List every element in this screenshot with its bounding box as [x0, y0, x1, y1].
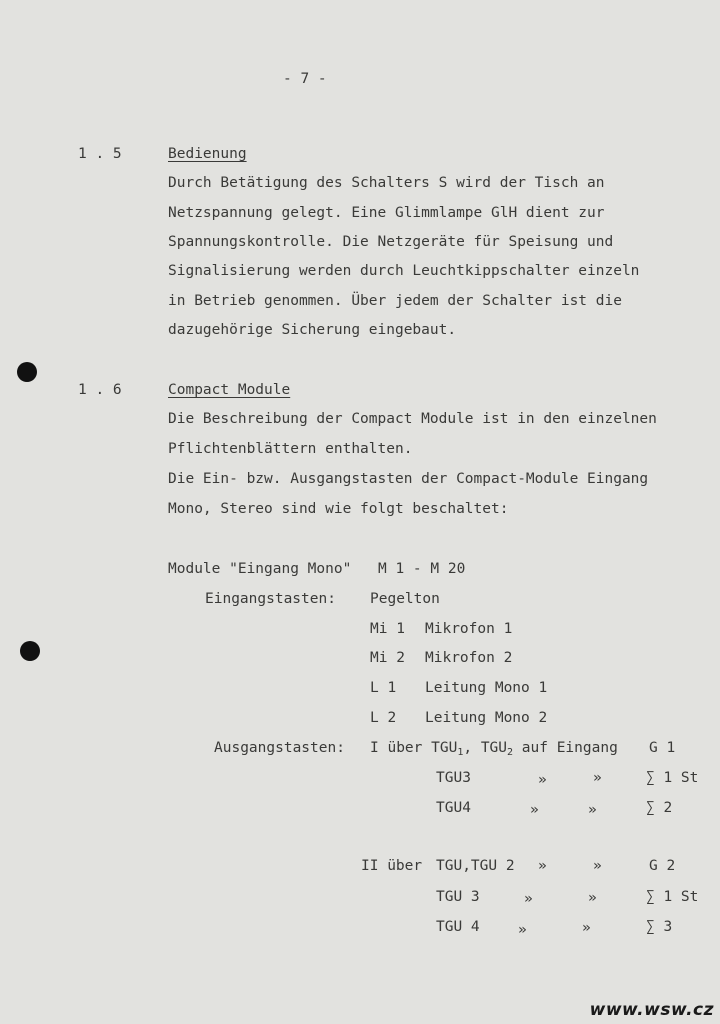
- group-2-row-dest: ∑ 3: [646, 919, 673, 935]
- page-number: - 7 -: [283, 71, 327, 87]
- group-2-src: TGU,TGU 2: [436, 858, 515, 874]
- input-desc: Leitung Mono 2: [425, 710, 548, 726]
- input-key: Mi 2: [370, 650, 405, 666]
- group-1-tgu: TGU: [431, 740, 458, 756]
- input-key: L 1: [370, 680, 397, 696]
- module-heading: Module "Eingang Mono": [168, 561, 352, 577]
- input-key: Mi 1: [370, 621, 405, 637]
- ditto-mark: »: [524, 891, 533, 907]
- section-1-6-line: Die Beschreibung der Compact Module ist in den einzelnen: [168, 411, 657, 427]
- section-1-6-line: Pflichtenblättern enthalten.: [168, 441, 413, 457]
- input-desc: Mikrofon 2: [425, 650, 513, 666]
- ditto-mark: »: [530, 802, 539, 818]
- section-1-5-line: Netzspannung gelegt. Eine Glimmlampe GlH dient zur: [168, 205, 605, 221]
- punch-hole: [20, 641, 40, 661]
- group-1-sep: , TGU: [463, 740, 508, 756]
- group-2-row-src: TGU 4: [436, 919, 480, 935]
- ditto-mark: »: [538, 858, 547, 874]
- ditto-mark: »: [588, 802, 597, 818]
- ditto-mark: »: [593, 858, 602, 874]
- ditto-mark: »: [588, 890, 597, 906]
- group-1-sub-1: 1: [457, 747, 464, 758]
- section-1-6-line: Die Ein- bzw. Ausgangstasten der Compact-Module Eingang: [168, 471, 649, 487]
- group-2-row-src: TGU 3: [436, 889, 480, 905]
- inputs-label: Eingangstasten:: [205, 591, 336, 607]
- group-2-prefix: II über: [361, 858, 423, 874]
- group-1-row-src: TGU3: [436, 770, 471, 786]
- ditto-mark: »: [538, 772, 547, 788]
- input-key: L 2: [370, 710, 397, 726]
- group-2-row-dest: ∑ 1 St: [646, 889, 699, 905]
- ditto-mark: »: [518, 922, 527, 938]
- section-1-5-line: Durch Betätigung des Schalters S wird der Tisch an: [168, 175, 605, 191]
- group-2-dest: G 2: [649, 858, 676, 874]
- ditto-mark: »: [593, 770, 602, 786]
- ditto-mark: »: [582, 920, 591, 936]
- group-1-prefix: I über: [370, 740, 423, 756]
- section-1-6-number: 1 . 6: [78, 382, 122, 398]
- section-1-5-line: Spannungskontrolle. Die Netzgeräte für Speisung und: [168, 234, 614, 250]
- section-1-5-line: dazugehörige Sicherung eingebaut.: [168, 322, 457, 338]
- section-1-5-title: Bedienung: [168, 146, 247, 162]
- input-desc: Leitung Mono 1: [425, 680, 548, 696]
- group-1-rest: auf Eingang: [513, 740, 618, 756]
- section-1-5-line: in Betrieb genommen. Über jedem der Schalter ist die: [168, 293, 622, 309]
- section-1-5-number: 1 . 5: [78, 146, 122, 162]
- group-1-row-dest: ∑ 1 St: [646, 770, 699, 786]
- output-group-1-line: [370, 739, 618, 762]
- group-1-dest: G 1: [649, 740, 676, 756]
- input-desc: Mikrofon 1: [425, 621, 513, 637]
- module-range: M 1 - M 20: [378, 561, 466, 577]
- section-1-6-line: Mono, Stereo sind wie folgt beschaltet:: [168, 501, 509, 517]
- pegelton-label: Pegelton: [370, 591, 440, 607]
- outputs-label: Ausgangstasten:: [214, 740, 345, 756]
- section-1-6-title: Compact Module: [168, 382, 291, 398]
- group-1-sub-2: 2: [507, 747, 514, 758]
- watermark-url: www.wsw.cz: [589, 1000, 714, 1020]
- punch-hole: [17, 362, 37, 382]
- section-1-5-line: Signalisierung werden durch Leuchtkippschalter einzeln: [168, 263, 640, 279]
- group-1-row-dest: ∑ 2: [646, 800, 673, 816]
- group-1-row-src: TGU4: [436, 800, 471, 816]
